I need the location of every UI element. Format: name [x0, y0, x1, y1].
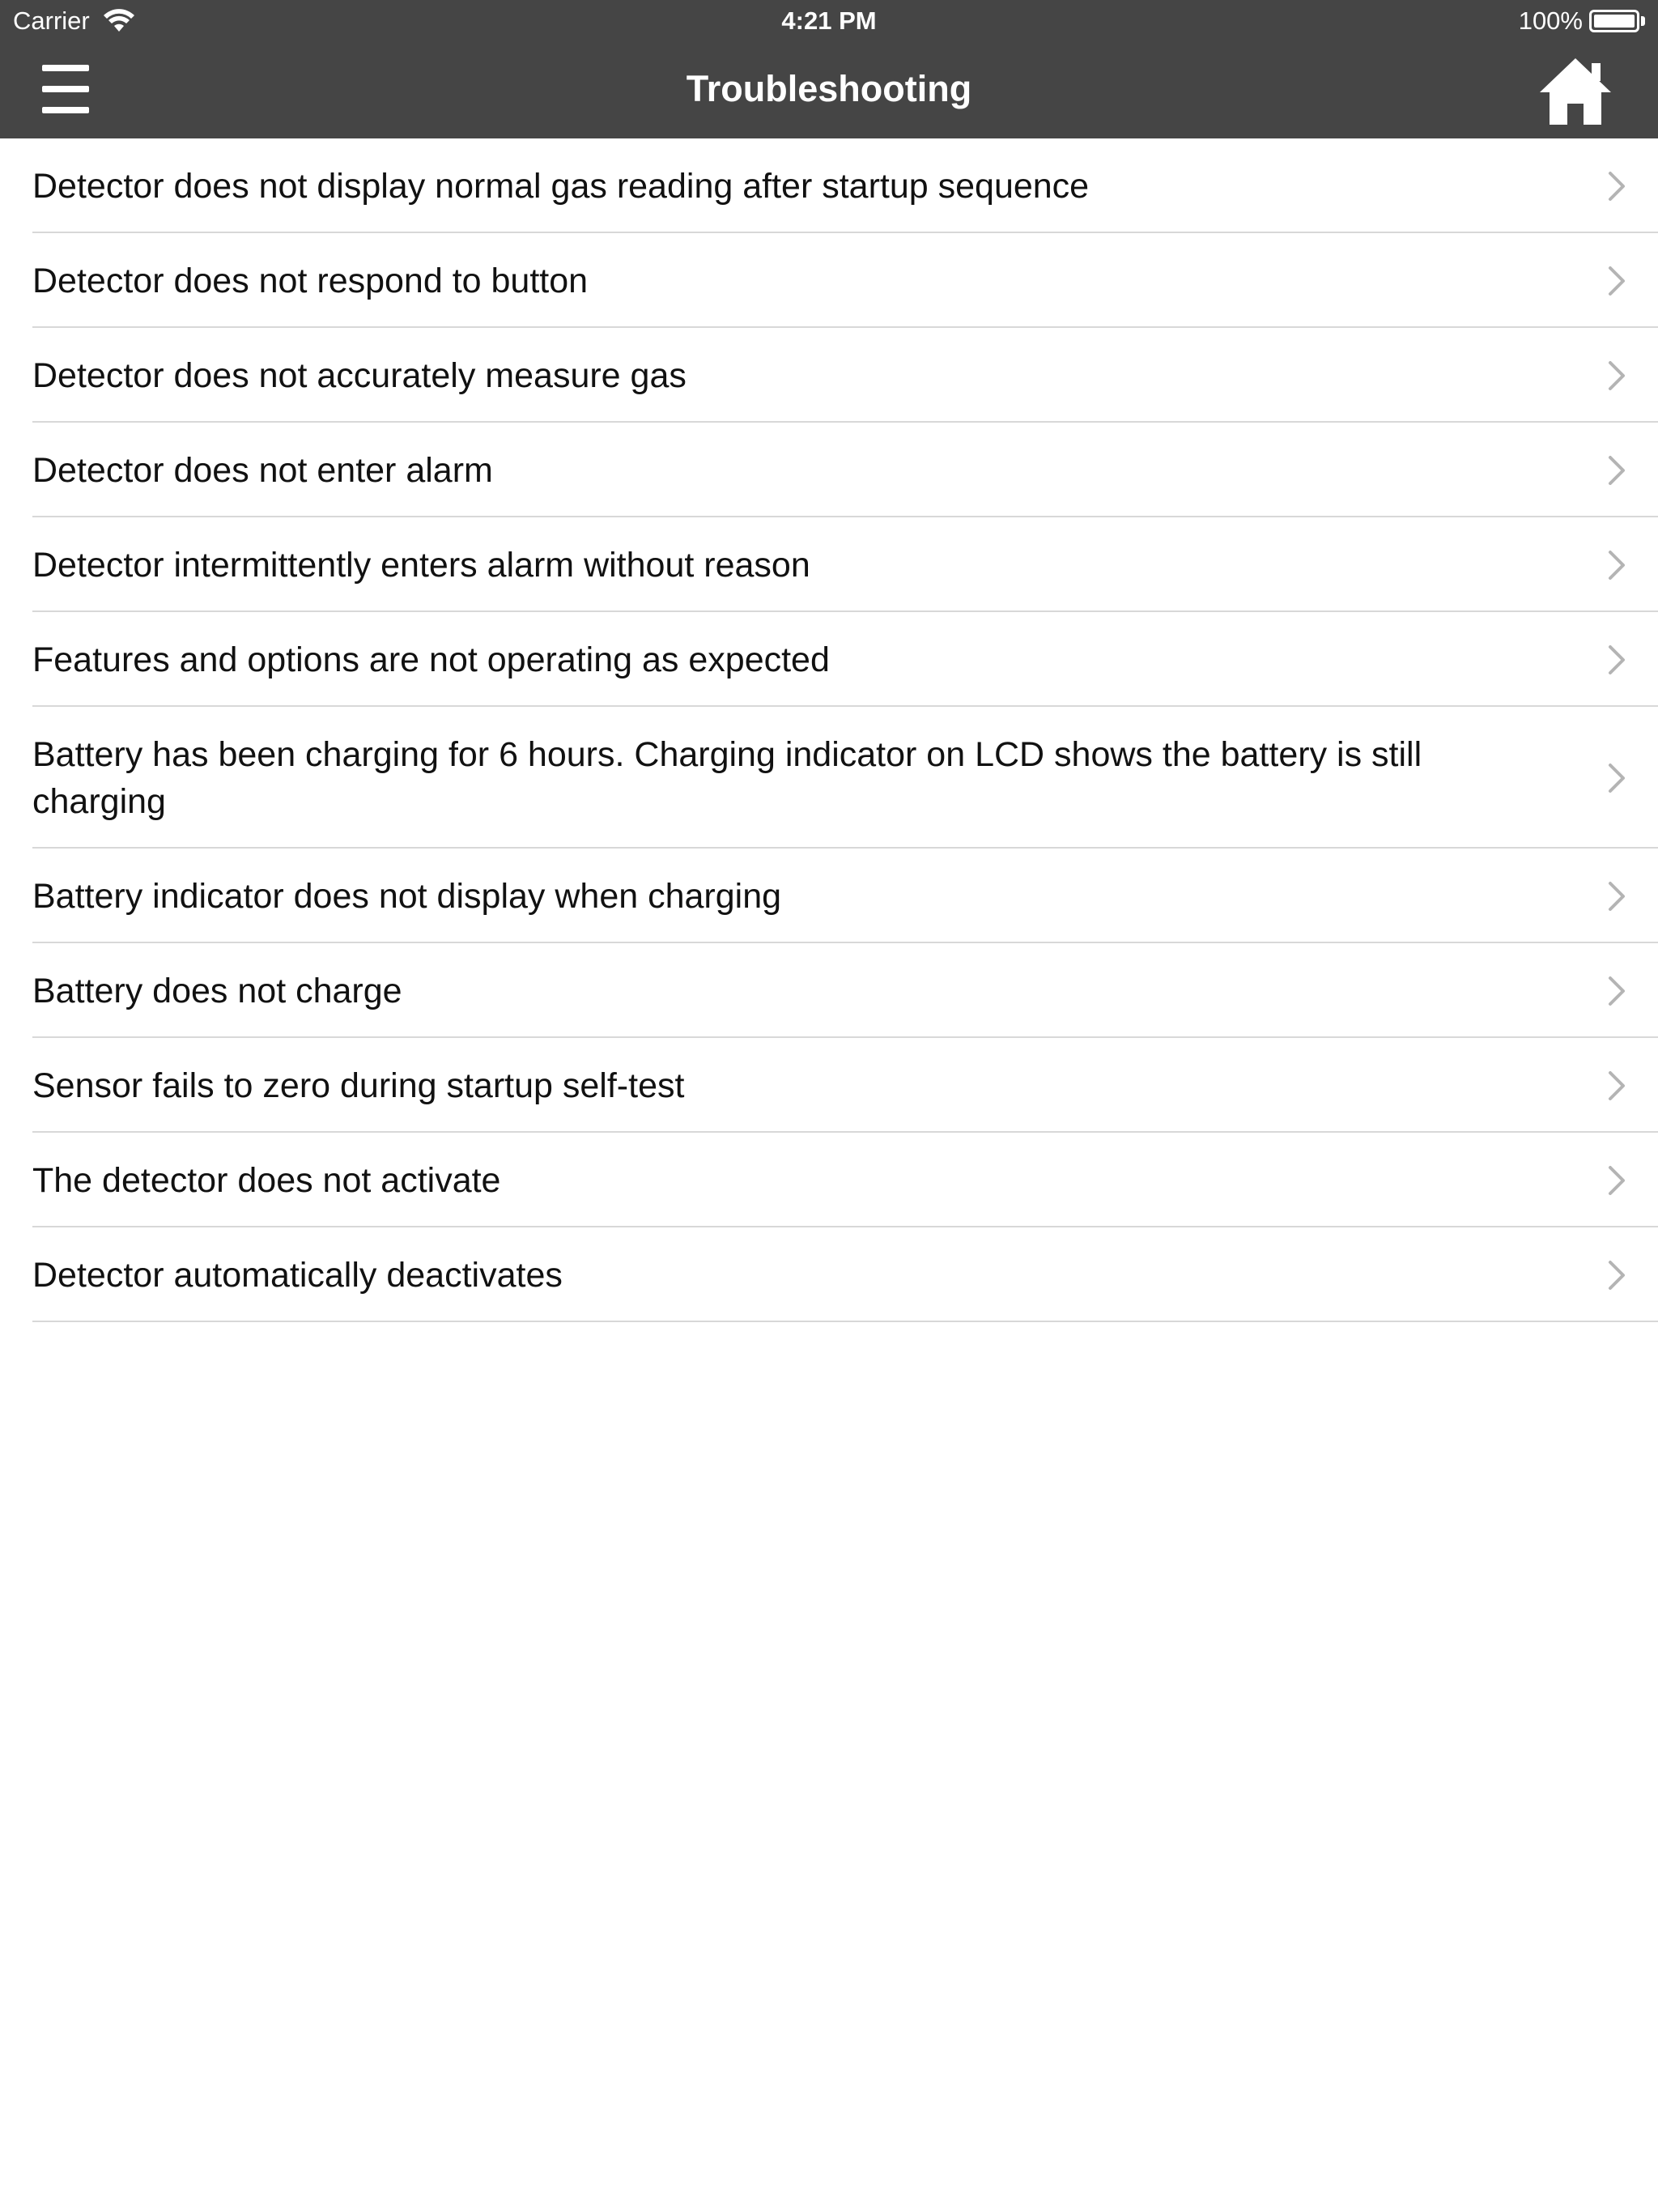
list-item[interactable]	[0, 328, 1658, 423]
navigation-bar	[0, 45, 1658, 138]
battery-nub	[1641, 16, 1645, 26]
list-item-label: The detector does not activate	[32, 1160, 501, 1200]
chevron-right-icon	[1608, 360, 1626, 391]
list-item[interactable]	[0, 1133, 1658, 1227]
list-item-label: Detector does not respond to button	[32, 261, 589, 300]
troubleshooting-list	[0, 138, 1658, 1322]
list-item[interactable]	[0, 1227, 1658, 1322]
list-item[interactable]	[0, 233, 1658, 328]
chevron-right-icon	[1608, 266, 1626, 296]
list-item-label: Detector intermittently enters alarm without reason	[32, 545, 810, 585]
chevron-right-icon	[1608, 881, 1626, 912]
list-item-label: Detector does not accurately measure gas	[32, 355, 687, 395]
list-item[interactable]	[0, 612, 1658, 707]
list-item-label: Battery has been charging for 6 hours. Charging indicator on LCD shows the battery is still charging	[32, 734, 1422, 821]
list-item-label: Battery does not charge	[32, 971, 402, 1010]
chevron-right-icon	[1608, 976, 1626, 1006]
chevron-right-icon	[1608, 1165, 1626, 1196]
list-item[interactable]	[0, 517, 1658, 612]
chevron-right-icon	[1608, 644, 1626, 675]
page-title: Troubleshooting	[686, 68, 972, 109]
status-time: 4:21 PM	[781, 6, 877, 35]
chevron-right-icon	[1608, 1260, 1626, 1291]
list-item[interactable]	[0, 423, 1658, 517]
home-icon[interactable]	[1537, 55, 1614, 128]
status-bar	[0, 0, 1658, 45]
top-bar	[0, 0, 1658, 138]
list-item[interactable]	[0, 1038, 1658, 1133]
list-item-label: Detector automatically deactivates	[32, 1255, 563, 1295]
list-item-label: Battery indicator does not display when charging	[32, 876, 782, 916]
battery-percent: 100%	[1518, 6, 1583, 35]
carrier-label: Carrier	[13, 6, 90, 35]
list-item-label: Features and options are not operating as expected	[32, 640, 830, 679]
chevron-right-icon	[1608, 550, 1626, 581]
list-item-label: Detector does not display normal gas reading after startup sequence	[32, 166, 1090, 206]
list-item[interactable]	[0, 138, 1658, 233]
chevron-right-icon	[1608, 171, 1626, 202]
chevron-right-icon	[1608, 1070, 1626, 1101]
list-item[interactable]	[0, 849, 1658, 943]
battery-indicator	[1519, 6, 1645, 36]
list-item[interactable]	[0, 707, 1658, 849]
list-item[interactable]	[0, 943, 1658, 1038]
list-item-label: Sensor fails to zero during startup self-test	[32, 1066, 685, 1105]
list-item-label: Detector does not enter alarm	[32, 450, 493, 490]
battery-icon	[1589, 10, 1639, 32]
chevron-right-icon	[1608, 763, 1626, 793]
chevron-right-icon	[1608, 455, 1626, 486]
